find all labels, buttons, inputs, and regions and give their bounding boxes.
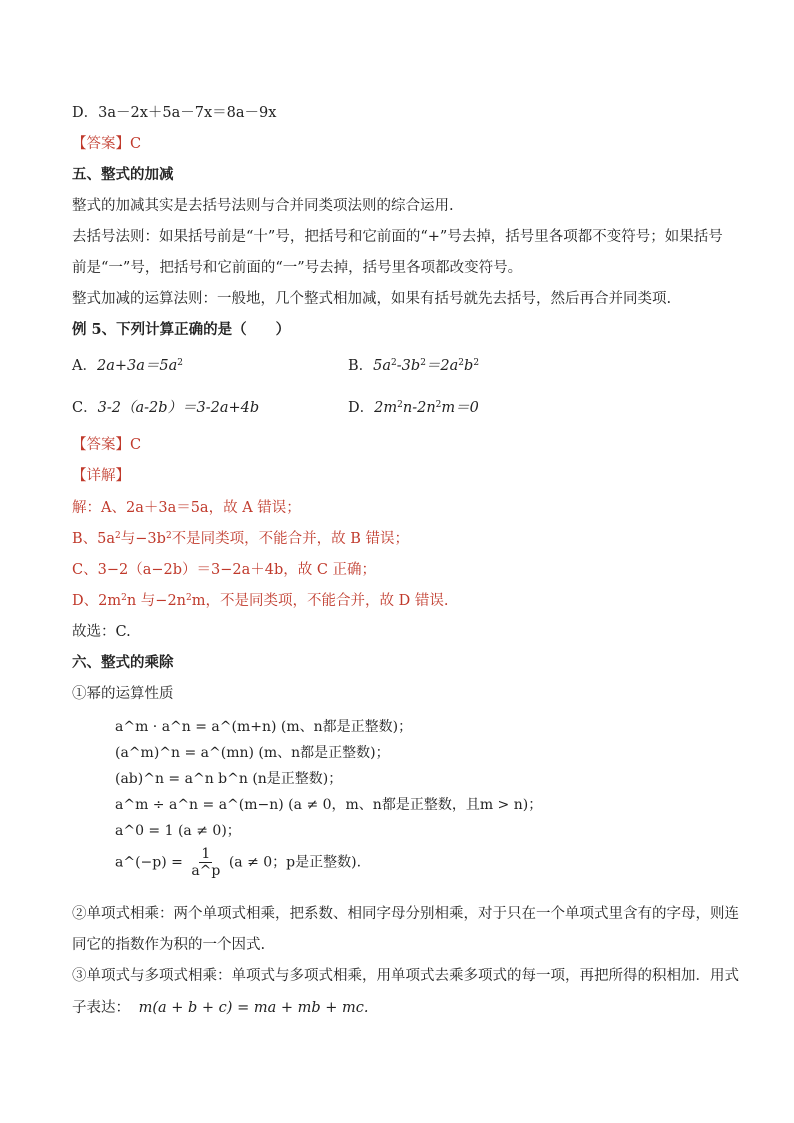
- monomial-polynomial-line1: ③单项式与多项式相乘：单项式与多项式相乘，用单项式去乘多项式的每一项，再把所得的积相加．用式: [72, 968, 739, 984]
- solution-choice: 故选：C.: [72, 624, 131, 640]
- option-b-sup3: 2: [458, 358, 465, 368]
- option-c-label: C．: [72, 400, 98, 416]
- option-b-sup1: 2: [391, 358, 397, 368]
- option-b-label: B．: [348, 358, 374, 374]
- expression-label: 子表达：: [72, 1000, 130, 1016]
- option-d-label: D．: [348, 400, 375, 416]
- formula-power-quotient: a^m ÷ a^n = a^(m−n) (a ≠ 0，m、n都是正整数，且m > n)；: [115, 797, 543, 813]
- solution-line2-part2: 与−3b: [120, 531, 166, 547]
- solution-line4-part1: D、2m: [72, 593, 122, 609]
- option-d-expr-part3: m＝0: [441, 400, 479, 416]
- option-d-sup1: 2: [397, 400, 403, 410]
- neg-exp-rhs: (a ≠ 0；p是正整数).: [228, 854, 362, 871]
- solution-line4-sup2: 2: [186, 593, 192, 603]
- section6-title: 六、整式的乘除: [72, 654, 174, 671]
- neg-exp-denominator: a^p: [191, 863, 221, 879]
- solution-line2: [72, 529, 409, 549]
- answer2-label: 【答案】C: [72, 437, 142, 453]
- option-c-expr: 3-2（a-2b）＝3-2a+4b: [97, 400, 260, 416]
- option-c: [72, 398, 259, 418]
- section5-paragraph2-line2: 前是“一”号，把括号和它前面的“一”号去掉，括号里各项都改变符号。: [72, 260, 523, 276]
- neg-exp-fraction: [189, 846, 222, 879]
- solution-line4: [72, 591, 448, 611]
- section5-title: 五、整式的加减: [72, 166, 174, 183]
- option-d-sup2: 2: [435, 400, 442, 410]
- option-b: [348, 356, 479, 376]
- example5-stem: 例 5、下列计算正确的是（ ）: [72, 321, 291, 338]
- monomial-product-line1: ②单项式相乘：两个单项式相乘，把系数、相同字母分别相乘，对于只在一个单项式里含有的字母，则连: [72, 906, 739, 922]
- monomial-product-line2: 同它的指数作为积的一个因式.: [72, 937, 266, 953]
- formula-negative-exponent: [115, 846, 361, 879]
- detail-label: 【详解】: [72, 468, 130, 484]
- formula-zero-exponent: a^0 = 1 (a ≠ 0)；: [115, 823, 241, 839]
- solution-line4-part2: n 与−2n: [126, 593, 187, 609]
- formula-product-power: (ab)^n = a^n b^n (n是正整数)；: [115, 771, 343, 787]
- section5-paragraph2-line1: 去括号法则：如果括号前是“十”号，把括号和它前面的“+”号去掉，括号里各项都不变符号；如果括号: [72, 229, 723, 245]
- power-rules-heading: ①幂的运算性质: [72, 686, 174, 702]
- formula-power-of-power: (a^m)^n = a^(mn) (m、n都是正整数)；: [115, 745, 390, 761]
- option-a-expr: 2a+3a＝5a: [96, 358, 178, 374]
- option-b-expr-part2: -3b: [396, 358, 421, 374]
- option-b-sup2: 2: [420, 358, 426, 368]
- solution-line3: C、3−2（a−2b）＝3−2a＋4b，故 C 正确；: [72, 562, 377, 578]
- solution-line2-sup1: 2: [115, 531, 121, 541]
- option-b-expr-part4: b: [464, 358, 474, 374]
- solution-line4-sup1: 2: [121, 593, 127, 603]
- solution-line4-part3: m，不是同类项，不能合并，故 D 错误.: [191, 593, 449, 609]
- solution-line2-sup2: 2: [165, 531, 172, 541]
- answer-label: 【答案】C: [72, 136, 142, 152]
- option-b-expr-part1: 5a: [373, 358, 392, 374]
- option-d-expr-part1: 2m: [374, 400, 398, 416]
- distributive-formula: m(a + b + c) = ma + mb + mc.: [138, 1000, 369, 1016]
- section5-paragraph3: 整式加减的运算法则：一般地，几个整式相加减，如果有括号就先去括号，然后再合并同类项.: [72, 291, 672, 307]
- option-a-label: A．: [72, 358, 97, 374]
- monomial-polynomial-line2: [72, 998, 368, 1018]
- option-d-line: D．3a－2x＋5a－7x＝8a－9x: [72, 105, 277, 121]
- solution-line2-part3: 不是同类项，不能合并，故 B 错误；: [171, 531, 410, 547]
- section5-paragraph1: 整式的加减其实是去括号法则与合并同类项法则的综合运用.: [72, 198, 454, 214]
- formula-power-product: a^m · a^n = a^(m+n) (m、n都是正整数)；: [115, 719, 413, 735]
- option-d: [348, 398, 479, 418]
- option-b-expr-part3: ＝2a: [425, 358, 459, 374]
- option-a-sup: 2: [177, 358, 183, 368]
- option-a: [72, 356, 183, 376]
- option-b-sup4: 2: [473, 358, 480, 368]
- neg-exp-lhs: a^(−p) =: [115, 854, 183, 871]
- solution-line2-part1: B、5a: [72, 531, 116, 547]
- option-d-expr-part2: n-2n: [402, 400, 436, 416]
- neg-exp-numerator: 1: [201, 846, 211, 862]
- solution-line1: 解：A、2a＋3a＝5a，故 A 错误；: [72, 500, 301, 516]
